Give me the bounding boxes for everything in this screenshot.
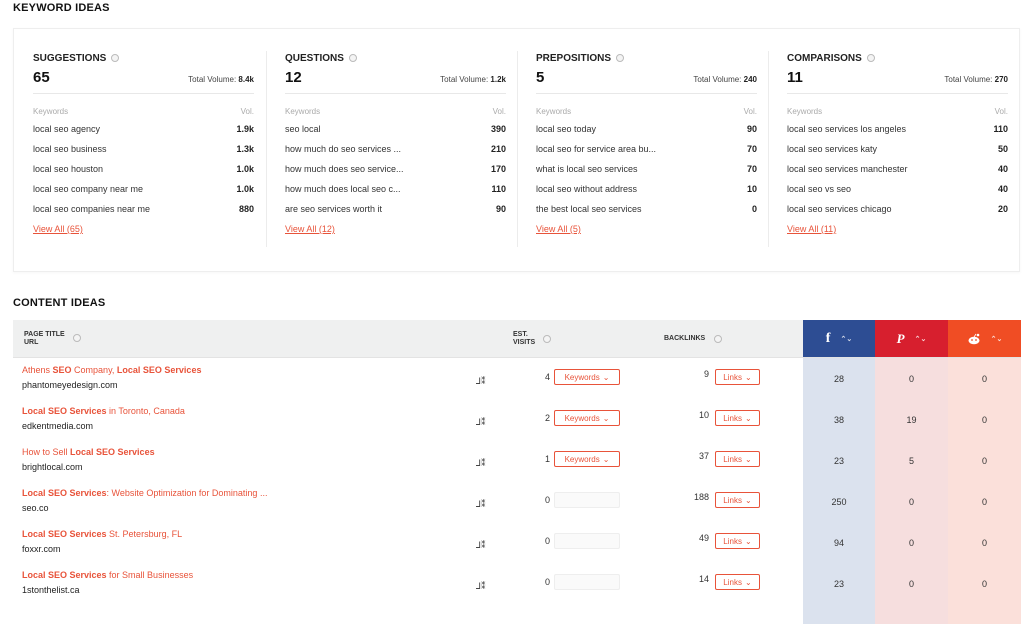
facebook-icon: f [825,330,831,346]
facebook-shares: 94 [803,522,875,563]
info-icon[interactable] [349,54,357,62]
pinterest-shares: 5 [875,440,948,481]
chevron-down-icon: ⌄ [744,454,752,464]
pinterest-column-header[interactable] [875,320,948,357]
keyword-row[interactable] [33,199,254,219]
keywords-column-label: Keywords [536,107,572,116]
info-icon[interactable] [714,335,722,343]
links-dropdown-label: Links [723,413,742,423]
keyword-table-header [787,107,1008,119]
reddit-shares: 0 [948,358,1021,399]
links-dropdown-label: Links [723,495,742,505]
total-volume [944,75,1008,84]
keyword-count-row [536,69,757,94]
est-visits-value: 0 [544,495,550,505]
title-highlight: Local SEO Services [116,365,202,375]
keyword-text: what is local seo services [536,164,638,174]
page-title-url-header[interactable] [24,331,65,347]
reddit-shares: 0 [948,399,1021,440]
backlinks-header[interactable]: BACKLINKS [664,335,706,342]
keyword-row[interactable] [33,139,254,159]
keyword-column-comparisons [768,51,1008,247]
keywords-dropdown-disabled [554,533,620,549]
keyword-row[interactable] [536,179,757,199]
vol-column-label: Vol. [492,107,506,116]
table-row [13,481,1021,522]
links-dropdown-label: Links [723,577,742,587]
title-highlight: Local SEO Services [22,406,107,416]
pinterest-icon: P [896,330,905,346]
keyword-column-heading [787,51,1008,65]
keyword-volume: 1.9k [236,124,254,134]
keyword-row[interactable] [787,119,1008,139]
reddit-column-header[interactable] [948,320,1021,357]
vol-column-label: Vol. [743,107,757,116]
facebook-shares: 23 [803,440,875,481]
keyword-row[interactable] [285,159,506,179]
table-row [13,604,1021,624]
keyword-column-heading-label: QUESTIONS [285,52,344,64]
facebook-shares: 250 [803,481,875,522]
keyword-row[interactable] [536,159,757,179]
keyword-column-heading [285,51,506,65]
keyword-volume: 40 [997,184,1008,194]
est-visits-value: 4 [544,372,550,382]
keyword-column-questions [266,51,506,247]
title-text: St. Petersburg, FL [106,529,183,539]
chevron-down-icon: ⌄ [744,536,752,546]
title-highlight: Local SEO Services [22,570,107,580]
page-url[interactable]: brightlocal.com [22,462,83,472]
keyword-table-header [285,107,506,119]
keyword-volume: 10 [746,184,757,194]
info-icon[interactable] [543,335,551,343]
pinterest-shares: 0 [875,522,948,563]
keyword-row[interactable] [285,119,506,139]
links-dropdown[interactable] [715,410,760,426]
chart-icon[interactable]: ⅃⁑ [476,458,486,468]
title-highlight: Local SEO Services [22,529,107,539]
sort-icon[interactable]: ⌃⌄ [990,335,1003,343]
page-title-link[interactable] [22,447,155,457]
backlinks-value: 10 [698,410,709,420]
pinterest-shares: 0 [875,563,948,604]
total-volume-label: Total Volume: [188,75,237,84]
keyword-row[interactable] [33,179,254,199]
page-title-link[interactable] [22,365,201,375]
keywords-dropdown-label: Keywords [564,372,600,382]
keyword-row[interactable] [536,119,757,139]
backlinks-value: 188 [693,492,709,502]
keyword-text: local seo services los angeles [787,124,907,134]
est-visits-value: 2 [544,413,550,423]
backlinks-value: 9 [703,369,709,379]
keyword-volume: 880 [238,204,254,214]
total-volume [188,75,254,84]
keyword-volume: 0 [751,204,757,214]
url-header-label: URL [24,339,39,346]
links-dropdown-label: Links [723,536,742,546]
total-volume [440,75,506,84]
keyword-column-heading [536,51,757,65]
table-row [13,563,1021,604]
chart-icon[interactable]: ⅃⁑ [476,540,486,550]
table-row [13,522,1021,563]
title-text: for Small Businesses [106,570,194,580]
title-text: : Website Optimization for Dominating ... [106,488,268,498]
view-all-link[interactable]: View All (65) [33,224,83,234]
est-visits-header[interactable] [513,331,535,347]
keyword-text: how much does local seo c... [285,184,401,194]
keyword-volume: 70 [746,164,757,174]
keyword-text: local seo services chicago [787,204,892,214]
facebook-shares: 28 [803,358,875,399]
info-icon[interactable] [616,54,624,62]
page-title-header-label: PAGE TITLE [24,331,65,338]
keyword-row[interactable] [787,199,1008,219]
total-volume-value: 240 [743,75,757,84]
keyword-text: how much do seo services ... [285,144,402,154]
reddit-shares: 0 [948,563,1021,604]
keyword-text: local seo services manchester [787,164,908,174]
facebook-shares: 38 [803,399,875,440]
total-volume [693,75,757,84]
chevron-down-icon: ⌄ [744,577,752,587]
content-ideas-body [13,358,1021,624]
keyword-volume: 20 [997,204,1008,214]
keyword-text: local seo for service area bu... [536,144,657,154]
pinterest-shares: 0 [875,481,948,522]
page-title-link[interactable] [22,406,185,416]
reddit-shares: 0 [948,440,1021,481]
keyword-text: the best local seo services [536,204,642,214]
total-volume-label: Total Volume: [440,75,489,84]
backlinks-value: 14 [698,574,709,584]
keyword-text: local seo agency [33,124,101,134]
page-url[interactable]: foxxr.com [22,544,61,554]
keyword-row[interactable] [33,159,254,179]
content-ideas-title: CONTENT IDEAS [13,297,106,309]
keyword-column-heading [33,51,254,65]
keyword-text: local seo today [536,124,597,134]
keywords-dropdown[interactable] [554,451,620,467]
facebook-shares [803,604,875,624]
table-row [13,399,1021,440]
keyword-text: local seo without address [536,184,638,194]
keywords-dropdown-disabled [554,574,620,590]
keyword-volume: 170 [490,164,506,174]
keyword-text: local seo services katy [787,144,878,154]
keyword-volume: 40 [997,164,1008,174]
keyword-count-row [285,69,506,94]
keywords-dropdown-label: Keywords [564,454,600,464]
keyword-column-heading-label: SUGGESTIONS [33,52,107,64]
chart-icon[interactable]: ⅃⁑ [476,417,486,427]
keywords-dropdown[interactable] [554,410,620,426]
reddit-shares: 0 [948,522,1021,563]
view-all-link[interactable]: View All (11) [787,224,837,234]
reddit-shares [948,604,1021,624]
chevron-down-icon: ⌄ [744,495,752,505]
keyword-row[interactable] [33,119,254,139]
keywords-dropdown[interactable] [554,369,620,385]
chart-icon[interactable]: ⅃⁑ [476,376,486,386]
keyword-count: 65 [33,69,50,86]
chevron-down-icon: ⌄ [602,454,610,464]
keyword-table-header [33,107,254,119]
keyword-column-heading-label: COMPARISONS [787,52,862,64]
keyword-column-suggestions [33,51,254,247]
keywords-column-label: Keywords [285,107,321,116]
pinterest-shares [875,604,948,624]
total-volume-value: 1.2k [490,75,506,84]
keyword-table-header [536,107,757,119]
vol-column-label: Vol. [994,107,1008,116]
page-title-link[interactable] [22,570,193,580]
keyword-volume: 110 [491,184,506,194]
page-url[interactable]: phantomeyedesign.com [22,380,118,390]
page-url[interactable]: edkentmedia.com [22,421,94,431]
keyword-text: local seo vs seo [787,184,852,194]
chart-icon[interactable]: ⅃⁑ [476,499,486,509]
keyword-row[interactable] [285,139,506,159]
links-dropdown[interactable] [715,451,760,467]
info-icon[interactable] [111,54,119,62]
keywords-column-label: Keywords [787,107,823,116]
total-volume-value: 8.4k [238,75,254,84]
chevron-down-icon: ⌄ [744,413,752,423]
keyword-text: are seo services worth it [285,204,383,214]
pinterest-shares: 0 [875,358,948,399]
keyword-count: 11 [787,69,803,86]
links-dropdown[interactable] [715,574,760,590]
backlinks-value: 49 [698,533,709,543]
chart-icon[interactable]: ⅃⁑ [476,581,486,591]
keyword-count: 12 [285,69,302,86]
content-ideas-header [13,320,1021,358]
visits-header-label: VISITS [513,339,536,346]
keyword-column-heading-label: PREPOSITIONS [536,52,612,64]
chevron-down-icon: ⌄ [602,413,610,423]
keyword-row[interactable] [787,159,1008,179]
links-dropdown[interactable] [715,533,760,549]
reddit-icon [967,333,981,345]
keyword-volume: 1.0k [236,164,254,174]
links-dropdown-label: Links [723,372,742,382]
keyword-volume: 90 [746,124,757,134]
page-title-link[interactable] [22,488,267,498]
info-icon[interactable] [73,334,81,342]
pinterest-shares: 19 [875,399,948,440]
keyword-text: how much does seo service... [285,164,404,174]
links-dropdown-label: Links [723,454,742,464]
total-volume-label: Total Volume: [693,75,742,84]
keyword-row[interactable] [787,139,1008,159]
keyword-volume: 390 [490,124,506,134]
keyword-row[interactable] [536,199,757,219]
title-text: How to Sell [22,447,71,457]
facebook-column-header[interactable] [803,320,875,357]
title-text: Company, [71,365,117,375]
keyword-volume: 70 [746,144,757,154]
page-url[interactable]: seo.co [22,503,49,513]
title-text: in Toronto, Canada [106,406,185,416]
keyword-ideas-title: KEYWORD IDEAS [13,2,110,14]
page-title-link[interactable] [22,529,182,539]
chevron-down-icon: ⌄ [602,372,610,382]
view-all-link[interactable]: View All (12) [285,224,335,234]
keyword-row[interactable] [536,139,757,159]
view-all-link[interactable]: View All (5) [536,224,581,234]
reddit-shares: 0 [948,481,1021,522]
sort-icon[interactable]: ⌃⌄ [840,335,853,343]
links-dropdown[interactable] [715,369,760,385]
est-header-label: EST. [513,331,528,338]
keyword-text: local seo company near me [33,184,144,194]
keyword-text: local seo business [33,144,107,154]
keyword-text: local seo houston [33,164,104,174]
keyword-count-row [787,69,1008,94]
keyword-volume: 90 [495,204,506,214]
keyword-count-row [33,69,254,94]
page-url[interactable]: 1stonthelist.ca [22,585,80,595]
keyword-row[interactable] [787,179,1008,199]
est-visits-value: 0 [544,577,550,587]
vol-column-label: Vol. [240,107,254,116]
keyword-text: seo local [285,124,321,134]
keywords-dropdown-label: Keywords [564,413,600,423]
total-volume-value: 270 [994,75,1008,84]
facebook-shares: 23 [803,563,875,604]
keyword-volume: 210 [490,144,506,154]
chevron-down-icon: ⌄ [744,372,752,382]
sort-icon[interactable]: ⌃⌄ [914,335,927,343]
keyword-ideas-panel [13,28,1020,272]
links-dropdown[interactable] [715,492,760,508]
keywords-dropdown-disabled [554,492,620,508]
title-highlight: Local SEO Services [70,447,155,457]
keyword-column-prepositions [517,51,757,247]
table-row [13,358,1021,399]
keyword-volume: 110 [993,124,1008,134]
title-text: Athens [22,365,53,375]
keyword-row[interactable] [285,179,506,199]
total-volume-label: Total Volume: [944,75,993,84]
est-visits-value: 0 [544,536,550,546]
content-ideas-table [13,320,1021,624]
title-highlight: Local SEO Services [22,488,107,498]
keywords-column-label: Keywords [33,107,69,116]
keyword-count: 5 [536,69,545,86]
keyword-row[interactable] [285,199,506,219]
keyword-volume: 1.0k [236,184,254,194]
info-icon[interactable] [867,54,875,62]
keyword-volume: 1.3k [236,144,254,154]
keyword-text: local seo companies near me [33,204,151,214]
backlinks-value: 37 [698,451,709,461]
table-row [13,440,1021,481]
title-highlight: SEO [52,365,72,375]
est-visits-value: 1 [544,454,550,464]
keyword-volume: 50 [997,144,1008,154]
